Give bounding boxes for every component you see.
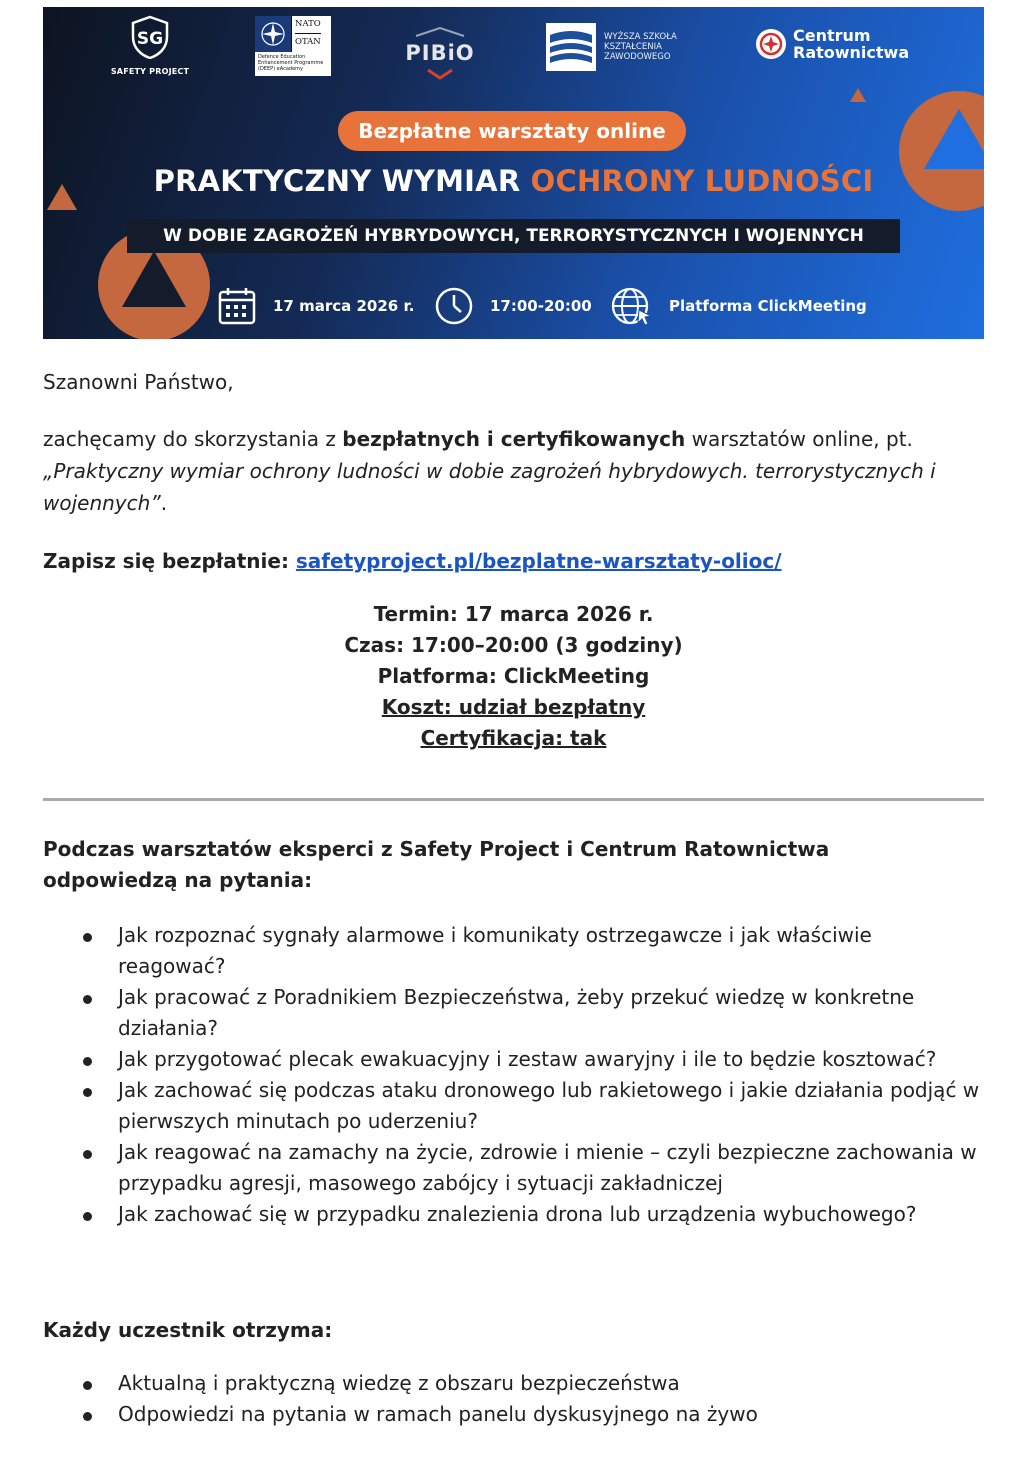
list-item [43, 1368, 984, 1399]
headline-part1: PRAKTYCZNY WYMIAR [153, 164, 531, 198]
intro-title: „Praktyczny wymiar ochrony ludności w dobie zagrożeń hybrydowych. terrorystycznych i wojennych” [43, 459, 936, 515]
wsz-line2: KSZTAŁCENIA [604, 42, 662, 52]
intro-text-1: zachęcamy do skorzystania z [43, 427, 343, 451]
list-item-text: Jak pracować z Poradnikiem Bezpieczeństwa, żeby przekuć wiedzę w konkretne działania? [118, 985, 915, 1040]
list-item-text: Odpowiedzi na pytania w ramach panelu dyskusyjnego na żywo [118, 1402, 758, 1426]
section-divider [43, 798, 984, 801]
safety-project-logo [105, 15, 195, 76]
list-item [43, 1044, 984, 1075]
detail-koszt: Koszt: udział bezpłatny [381, 695, 646, 719]
cr-line1: Centrum [793, 26, 871, 45]
list-item [43, 920, 984, 982]
deep-caption: Defence Education Enhancement Programme (DEEP) eAcademy [258, 54, 324, 72]
detail-czas: Czas: 17:00–20:00 (3 godziny) [344, 633, 683, 657]
event-banner [43, 7, 984, 339]
wsz-line3: ZAWODOWEGO [604, 52, 671, 62]
chevron-down-icon [398, 68, 482, 80]
detail-certyfikacja: Certyfikacja: tak [420, 726, 607, 750]
banner-platform [611, 286, 867, 326]
list-item-text: Jak rozpoznać sygnały alarmowe i komunikaty ostrzegawcze i jak właściwie reagować? [118, 923, 872, 978]
svg-text:SG: SG [136, 29, 164, 49]
banner-platform-text: Platforma ClickMeeting [669, 297, 867, 315]
bullet-icon [83, 1088, 92, 1097]
bullet-icon [83, 1212, 92, 1221]
headline-part2: OCHRONY LUDNOŚCI [530, 164, 874, 198]
nato-deep-logo [255, 16, 331, 76]
nato-text: NATO [295, 16, 321, 34]
wsz-logo [546, 23, 706, 71]
section1-heading: Podczas warsztatów eksperci z Safety Project i Centrum Ratownictwa odpowiedzą na pytania: [43, 837, 830, 892]
otan-text: OTAN [295, 37, 321, 47]
intro-bold: bezpłatnych i certyfikowanych [342, 427, 686, 451]
bullet-icon [83, 933, 92, 942]
greeting: Szanowni Państwo, [43, 370, 234, 394]
banner-date-text: 17 marca 2026 r. [273, 297, 415, 315]
list-item [43, 1137, 984, 1199]
list-item-text: Jak reagować na zamachy na życie, zdrowie i mienie – czyli bezpieczne zachowania w przypadku agresji, masowego zabójcy i sytuacji zakładniczej [118, 1140, 977, 1195]
safety-project-caption: SAFETY PROJECT [110, 67, 190, 76]
bullet-icon [83, 1057, 92, 1066]
wsz-line1: WYŻSZA SZKOŁA [604, 32, 677, 42]
bullet-icon [83, 1381, 92, 1390]
signup-label: Zapisz się bezpłatnie: [43, 549, 296, 573]
nato-star-icon [255, 16, 291, 52]
detail-platforma: Platforma: ClickMeeting [377, 664, 650, 688]
clock-icon [434, 286, 474, 326]
rescue-cross-icon [756, 29, 786, 59]
list-item-text: Jak przygotować plecak ewakuacyjny i zestaw awaryjny i ile to będzie kosztować? [118, 1047, 937, 1071]
section2-heading: Każdy uczestnik otrzyma: [43, 1318, 333, 1342]
event-details [43, 599, 984, 754]
banner-time [434, 286, 592, 326]
pibio-logo [398, 22, 482, 84]
list-item [43, 1075, 984, 1137]
list-item-text: Aktualną i praktyczną wiedzę z obszaru bezpieczeństwa [118, 1371, 680, 1395]
list-item [43, 982, 984, 1044]
banner-time-text: 17:00-20:00 [490, 297, 592, 315]
list-item [43, 1399, 984, 1430]
intro-paragraph [43, 423, 988, 519]
bullet-icon [83, 1150, 92, 1159]
calendar-icon [217, 286, 257, 326]
detail-termin: Termin: 17 marca 2026 r. [373, 602, 654, 626]
banner-headline [43, 164, 984, 198]
cr-line2: Ratownictwa [793, 43, 910, 62]
list-item-text: Jak zachować się podczas ataku dronowego lub rakietowego i jakie działania podjąć w pierwszych minutach po uderzeniu? [118, 1078, 980, 1133]
centrum-ratownictwa-logo [756, 27, 909, 61]
deco-triangle-right [849, 87, 867, 103]
book-icon [546, 23, 596, 71]
globe-cursor-icon [611, 286, 653, 326]
banner-date [217, 286, 414, 326]
intro-end: . [160, 491, 168, 515]
questions-list [43, 920, 984, 1230]
list-item-text: Jak zachować się w przypadku znalezienia drona lub urządzenia wybuchowego? [118, 1202, 917, 1226]
banner-subhead: W DOBIE ZAGROŻEŃ HYBRYDOWYCH, TERRORYSTYCZNYCH I WOJENNYCH [127, 219, 900, 253]
signup-link[interactable]: safetyproject.pl/bezplatne-warsztaty-olioc/ [295, 549, 782, 573]
roof-icon [398, 27, 482, 37]
bullet-icon [83, 1412, 92, 1421]
shield-icon [130, 15, 170, 59]
benefits-list [43, 1368, 984, 1430]
intro-text-2: warsztatów online, pt. [685, 427, 913, 451]
pibio-text: PIBiO [405, 41, 475, 65]
signup-line [43, 545, 782, 577]
list-item [43, 1199, 984, 1230]
bullet-icon [83, 995, 92, 1004]
free-workshop-pill: Bezpłatne warsztaty online [338, 111, 686, 151]
